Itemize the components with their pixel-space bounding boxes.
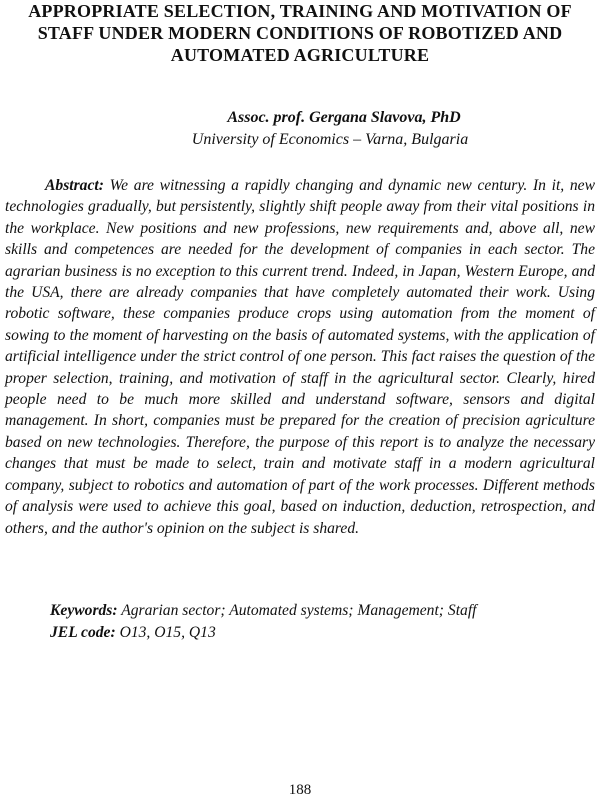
keywords-label: Keywords: [50, 602, 118, 619]
jel-code-line [50, 622, 595, 643]
jel-code-label: JEL code: [50, 624, 116, 641]
author-name: Assoc. prof. Gergana Slavova, PhD [227, 109, 461, 126]
keywords-text: Agrarian sector; Automated systems; Management; Staff [121, 602, 477, 619]
author-block [140, 107, 520, 151]
jel-code-text: O13, O15, Q13 [119, 624, 216, 641]
abstract-paragraph [5, 175, 595, 539]
abstract-label: Abstract: [45, 177, 104, 194]
keywords-line [50, 600, 595, 621]
page-number: 188 [288, 782, 312, 798]
author-affiliation: University of Economics – Varna, Bulgaria [191, 131, 469, 148]
abstract-text: We are witnessing a rapidly changing and dynamic new century. In it, new technologies gradually, but persistently, slightly shift people away from their vital positions in the workplace. New positions and new professions, new requirements and, above all, new skills and competences are needed for the development of companies in each sector. The agrarian business is no exception to this current trend. Indeed, in Japan, Western Europe, and the USA, there are already companies that have completely automated their work. Using robotic software, these companies produce crops using automation from the moment of sowing to the moment of harvesting on the basis of automated systems, with the application of artificial intelligence under the strict control of one person. This fact raises the question of the proper selection, training, and motivation of staff in the agricultural sector. Clearly, hired people need to be much more skilled and understand software, sensors and digital management. In short, companies must be prepared for the creation of precision agriculture based on new technologies. Therefore, the purpose of this report is to analyze the necessary changes that must be made to select, train and motivate staff in a modern agricultural company, subject to robotics and automation of part of the work processes. Different methods of analysis were used to achieve this goal, based on induction, deduction, retrospection, and others, and the author's opinion on the subject is shared. [5, 177, 595, 537]
paper-title: APPROPRIATE SELECTION, TRAINING AND MOTIVATION OF STAFF UNDER MODERN CONDITIONS OF ROBOTIZED AND AUTOMATED AGRICULTURE [28, 1, 572, 65]
